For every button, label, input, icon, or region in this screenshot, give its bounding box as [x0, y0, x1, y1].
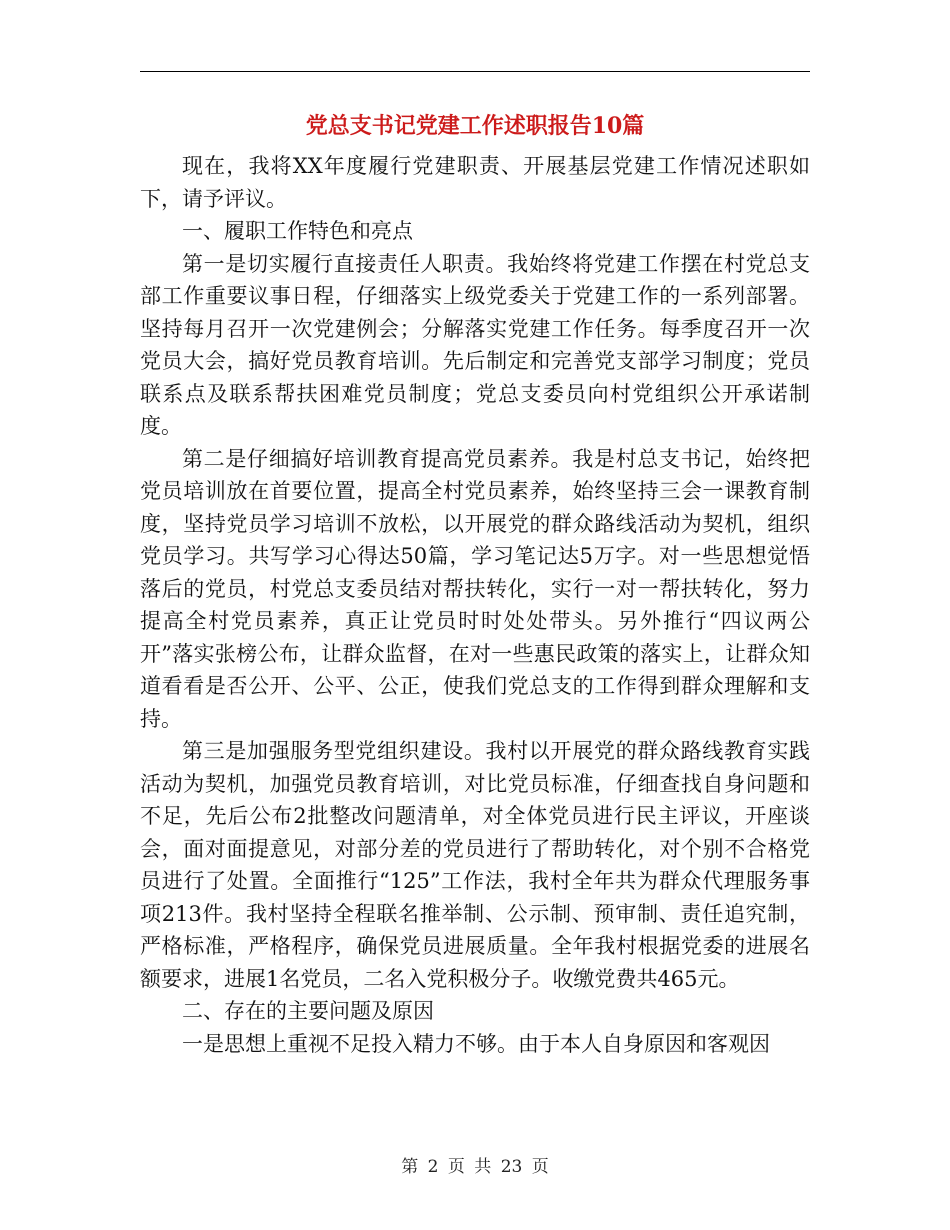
- body-paragraph: 第一是切实履行直接责任人职责。我始终将党建工作摆在村党总支部工作重要议事日程，仔细落实上级党委关于党建工作的一系列部署。坚持每月召开一次党建例会；分解落实党建工作任务。每季度召开一次党员大会，搞好党员教育培训。先后制定和完善党支部学习制度；党员联系点及联系帮扶困难党员制度；党总支委员向村党组织公开承诺制度。: [140, 251, 810, 438]
- document-title: 党总支书记党建工作述职报告10篇: [305, 113, 645, 139]
- intro-paragraph: 现在，我将XX年度履行党建职责、开展基层党建工作情况述职如下，请予评议。: [140, 154, 810, 211]
- body-paragraph: 第二是仔细搞好培训教育提高党员素养。我是村总支书记，始终把党员培训放在首要位置，提高全村党员素养，始终坚持三会一课教育制度，坚持党员学习培训不放松，以开展党的群众路线活动为契机，组织党员学习。共写学习心得达50篇，学习笔记达5万字。对一些思想觉悟落后的党员，村党总支委员结对帮扶转化，实行一对一帮扶转化，努力提高全村党员素养，真正让党员时时处处带头。另外推行“四议两公开”落实张榜公布，让群众监督，在对一些惠民政策的落实上，让群众知道看看是否公开、公平、公正，使我们党总支的工作得到群众理解和支持。: [140, 446, 810, 731]
- body-paragraph: 一是思想上重视不足投入精力不够。由于本人自身原因和客观因: [182, 1031, 770, 1056]
- section-heading-1: 一、履职工作特色和亮点: [182, 219, 413, 243]
- section-heading-2: 二、存在的主要问题及原因: [182, 999, 434, 1023]
- header-rule: [140, 71, 810, 72]
- page-number-footer: 第 2 页 共 23 页: [401, 1157, 549, 1177]
- body-paragraph: 第三是加强服务型党组织建设。我村以开展党的群众路线教育实践活动为契机，加强党员教育培训，对比党员标准，仔细查找自身问题和不足，先后公布2批整改问题清单，对全体党员进行民主评议，开座谈会，面对面提意见，对部分差的党员进行了帮助转化，对个别不合格党员进行了处置。全面推行“125”工作法，我村全年共为群众代理服务事项213件。我村坚持全程联名推举制、公示制、预审制、责任追究制，严格标准，严格程序，确保党员进展质量。全年我村根据党委的进展名额要求，进展1名党员，二名入党积极分子。收缴党费共465元。: [140, 739, 810, 991]
- document-body: [140, 150, 810, 1060]
